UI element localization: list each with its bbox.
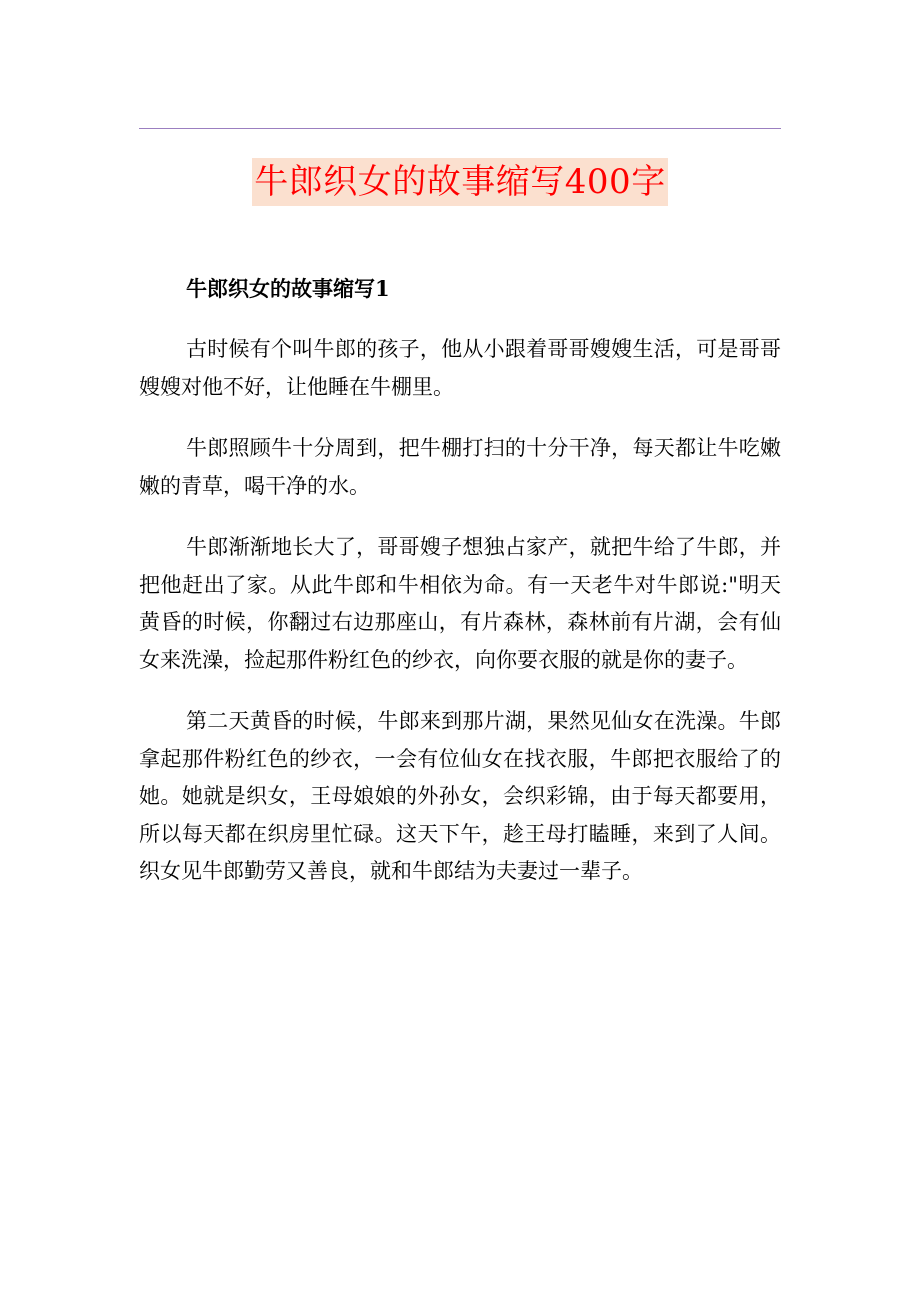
header-rule	[139, 128, 781, 129]
paragraph-1: 古时候有个叫牛郎的孩子，他从小跟着哥哥嫂嫂生活，可是哥哥嫂嫂对他不好，让他睡在牛棚里。	[139, 337, 781, 399]
document-title: 牛郎织女的故事缩写400字	[252, 158, 667, 206]
paragraph-2: 牛郎照顾牛十分周到，把牛棚打扫的十分干净，每天都让牛吃嫩嫩的青草，喝干净的水。	[139, 436, 781, 498]
section-heading: 牛郎织女的故事缩写1	[186, 276, 390, 301]
paragraph-3: 牛郎渐渐地长大了，哥哥嫂子想独占家产，就把牛给了牛郎，并把他赶出了家。从此牛郎和牛相依为命。有一天老牛对牛郎说:"明天黄昏的时候，你翻过右边那座山，有片森林，森林前有片湖，会有仙女来洗澡，捡起那件粉红色的纱衣，向你要衣服的就是你的妻子。	[139, 535, 781, 672]
title-container	[0, 158, 920, 206]
paragraph-4: 第二天黄昏的时候，牛郎来到那片湖，果然见仙女在洗澡。牛郎拿起那件粉红色的纱衣，一会有位仙女在找衣服，牛郎把衣服给了的她。她就是织女，王母娘娘的外孙女，会织彩锦，由于每天都要用，所以每天都在织房里忙碌。这天下午，趁王母打瞌睡，来到了人间。织女见牛郎勤劳又善良，就和牛郎结为夫妻过一辈子。	[139, 709, 781, 883]
document-body	[139, 271, 781, 915]
